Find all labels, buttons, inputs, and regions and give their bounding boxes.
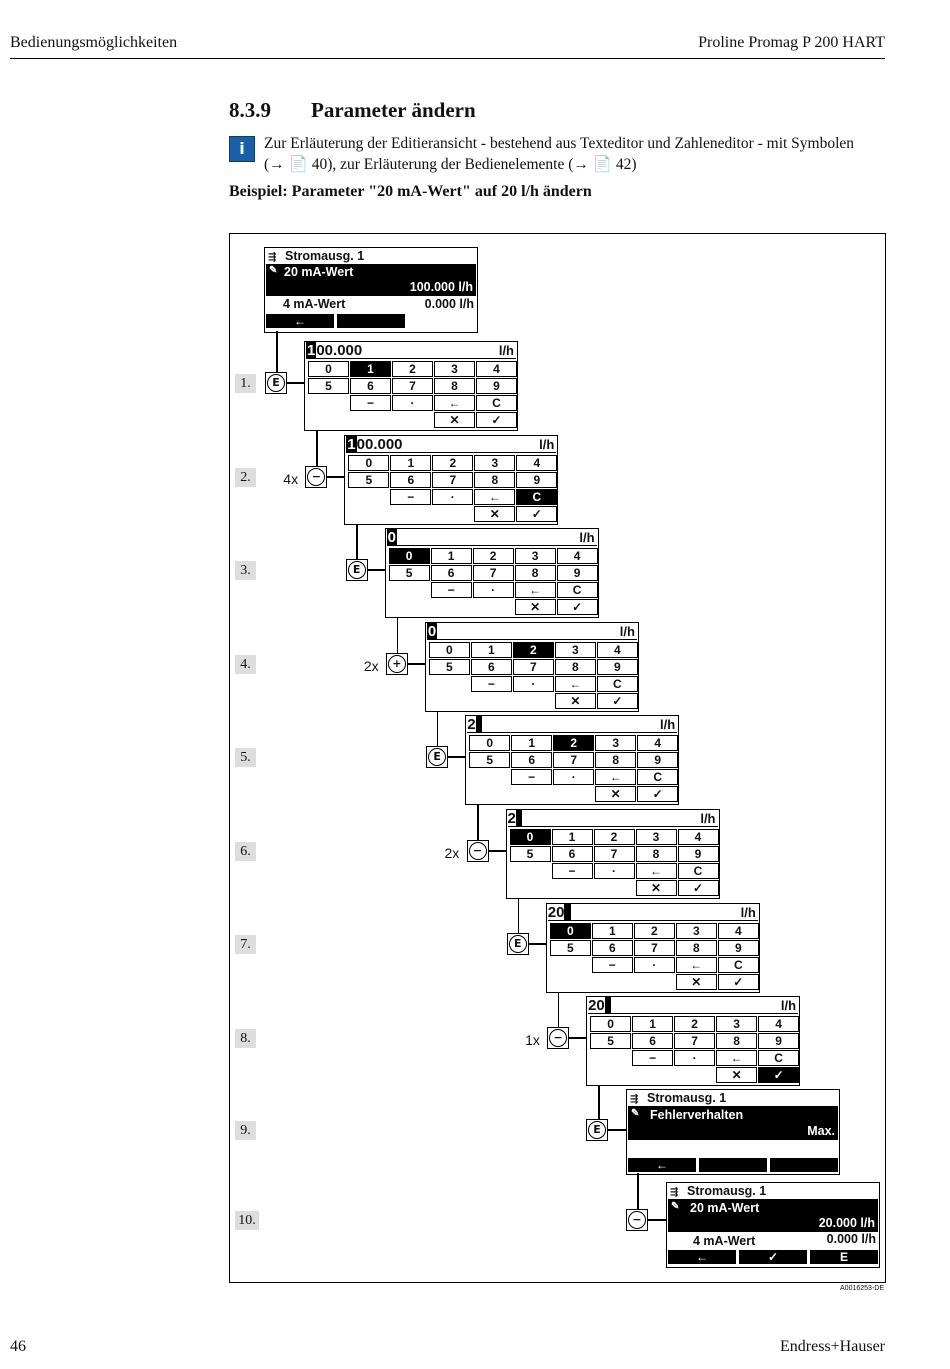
connector-line bbox=[608, 1129, 626, 1131]
minus-key-icon-symbol: − bbox=[307, 468, 325, 486]
number-editor bbox=[506, 809, 720, 899]
step-number: 9. bbox=[235, 1121, 256, 1140]
number-editor bbox=[344, 435, 558, 525]
display-fehlerverhalten bbox=[626, 1089, 840, 1175]
nav-icon: ⇶ bbox=[670, 1187, 679, 1198]
editor-key[interactable]: − bbox=[552, 863, 593, 879]
editor-key[interactable]: · bbox=[473, 582, 514, 598]
editor-key[interactable]: 6 bbox=[552, 846, 593, 862]
editor-key[interactable]: 8 bbox=[474, 472, 515, 488]
section-title-text: Parameter ändern bbox=[311, 98, 476, 122]
editor-input-line bbox=[548, 905, 758, 921]
editor-key[interactable]: 0 bbox=[469, 735, 510, 751]
editor-value: 20 bbox=[588, 997, 611, 1014]
cursor-char: 0 bbox=[387, 529, 396, 546]
editor-key[interactable]: 6 bbox=[511, 752, 552, 768]
step-number: 2. bbox=[235, 468, 256, 487]
editor-key[interactable]: 0 bbox=[590, 1016, 631, 1032]
display-stromausg-result bbox=[666, 1182, 880, 1268]
row2-label: 4 mA-Wert bbox=[283, 297, 346, 311]
info-icon: i bbox=[229, 136, 255, 162]
editor-key[interactable]: ✕ bbox=[636, 880, 677, 896]
spacer-row bbox=[627, 1140, 839, 1158]
cursor-char bbox=[476, 716, 482, 733]
editor-key[interactable]: 9 bbox=[718, 940, 759, 956]
editor-key[interactable]: ← bbox=[434, 395, 475, 411]
editor-key[interactable]: ✕ bbox=[716, 1067, 757, 1083]
editor-key[interactable]: · bbox=[674, 1050, 715, 1066]
param-label: 20 mA-Wert bbox=[690, 1201, 760, 1215]
editor-key[interactable]: 2 bbox=[432, 455, 473, 471]
enter-key-icon[interactable] bbox=[346, 559, 368, 581]
editor-unit: l/h bbox=[700, 811, 716, 826]
editor-key[interactable]: 4 bbox=[758, 1016, 799, 1032]
editor-key[interactable]: 9 bbox=[476, 378, 517, 394]
connector-line bbox=[558, 993, 560, 1027]
editor-input-line bbox=[346, 437, 556, 453]
editor-key[interactable]: ✕ bbox=[555, 693, 596, 709]
editor-key[interactable]: ← bbox=[555, 676, 596, 692]
back-softkey[interactable]: ← bbox=[266, 314, 334, 328]
display-title: ⇶ Stromausg. 1 bbox=[265, 248, 477, 264]
step-number: 7. bbox=[235, 935, 256, 954]
editor-key[interactable]: 8 bbox=[555, 659, 596, 675]
editor-value: 20 bbox=[548, 904, 571, 921]
editor-key[interactable]: 0 bbox=[389, 548, 430, 564]
cursor-char bbox=[605, 997, 611, 1014]
editor-unit: l/h bbox=[660, 717, 676, 732]
editor-key[interactable]: 7 bbox=[432, 472, 473, 488]
step-number: 10. bbox=[235, 1211, 259, 1230]
editor-key[interactable]: ✓ bbox=[557, 599, 598, 615]
editor-key[interactable]: 2 bbox=[634, 923, 675, 939]
editor-unit: l/h bbox=[619, 624, 635, 639]
number-editor bbox=[425, 622, 639, 712]
step-number: 5. bbox=[235, 748, 256, 767]
editor-value: 100.000 bbox=[347, 436, 403, 453]
editor-key[interactable]: − bbox=[350, 395, 391, 411]
connector-line bbox=[287, 382, 304, 384]
row-4ma bbox=[667, 1232, 879, 1250]
connector-line bbox=[368, 569, 385, 571]
editor-key[interactable]: ✕ bbox=[474, 506, 515, 522]
editor-key[interactable]: ← bbox=[716, 1050, 757, 1066]
editor-key[interactable]: · bbox=[392, 395, 433, 411]
editor-input-line bbox=[467, 717, 677, 733]
editor-key[interactable]: · bbox=[553, 769, 594, 785]
press-count: 4x bbox=[283, 471, 299, 487]
number-editor bbox=[385, 528, 599, 618]
editor-key[interactable]: C bbox=[516, 489, 557, 505]
number-editor bbox=[304, 341, 518, 431]
editor-key[interactable]: 2 bbox=[513, 642, 554, 658]
connector-line bbox=[437, 712, 439, 746]
editor-key[interactable]: C bbox=[476, 395, 517, 411]
editor-input-line bbox=[306, 343, 516, 359]
editor-key[interactable]: ✓ bbox=[516, 506, 557, 522]
editor-key[interactable]: 7 bbox=[634, 940, 675, 956]
editor-key[interactable]: · bbox=[594, 863, 635, 879]
cursor-char: 1 bbox=[307, 342, 316, 359]
editor-key[interactable]: C bbox=[718, 957, 759, 973]
editor-key[interactable]: ✓ bbox=[597, 693, 638, 709]
minus-key-icon[interactable] bbox=[305, 466, 327, 488]
editor-key[interactable]: ✕ bbox=[595, 786, 636, 802]
editor-key[interactable]: · bbox=[432, 489, 473, 505]
enter-key-icon[interactable] bbox=[265, 372, 287, 394]
editor-value bbox=[387, 529, 397, 546]
editor-key[interactable]: 9 bbox=[597, 659, 638, 675]
header-right: Proline Promag P 200 HART bbox=[698, 34, 885, 51]
editor-key[interactable]: 8 bbox=[676, 940, 717, 956]
connector-line bbox=[598, 1086, 600, 1119]
editor-key[interactable]: 8 bbox=[636, 846, 677, 862]
editor-key[interactable]: ← bbox=[636, 863, 677, 879]
editor-key[interactable]: 7 bbox=[513, 659, 554, 675]
editor-key[interactable]: 2 bbox=[553, 735, 594, 751]
minus-key-icon[interactable] bbox=[467, 840, 489, 862]
step-number: 3. bbox=[235, 561, 256, 580]
editor-value: 100.000 bbox=[307, 342, 363, 359]
confirm-softkey[interactable]: ✓ bbox=[739, 1250, 807, 1264]
editor-key[interactable]: 7 bbox=[392, 378, 433, 394]
editor-key[interactable]: 1 bbox=[632, 1016, 673, 1032]
softkey-2[interactable] bbox=[337, 314, 405, 328]
enter-key-icon[interactable] bbox=[586, 1119, 608, 1141]
edit-icon: ✎ bbox=[671, 1201, 680, 1212]
editor-key[interactable]: · bbox=[513, 676, 554, 692]
editor-key[interactable]: 1 bbox=[431, 548, 472, 564]
editor-key[interactable]: 7 bbox=[674, 1033, 715, 1049]
connector-line bbox=[276, 331, 278, 372]
editor-key[interactable]: C bbox=[597, 676, 638, 692]
editor-key[interactable]: 1 bbox=[511, 735, 552, 751]
header-rule bbox=[10, 58, 885, 59]
editor-key[interactable]: 5 bbox=[389, 565, 430, 581]
display-title: ⇶ Stromausg. 1 bbox=[627, 1090, 839, 1106]
editor-key[interactable]: 8 bbox=[595, 752, 636, 768]
editor-key[interactable]: 4 bbox=[637, 735, 678, 751]
softkey-2[interactable] bbox=[699, 1158, 767, 1172]
connector-line bbox=[518, 899, 520, 933]
step-number: 8. bbox=[235, 1029, 256, 1048]
editor-key[interactable]: 2 bbox=[473, 548, 514, 564]
editor-key[interactable]: 1 bbox=[390, 455, 431, 471]
enter-softkey[interactable]: E bbox=[810, 1250, 878, 1264]
editor-key[interactable]: 9 bbox=[678, 846, 719, 862]
editor-key[interactable]: 5 bbox=[469, 752, 510, 768]
enter-key-icon-symbol: E bbox=[267, 374, 285, 392]
edit-icon: ✎ bbox=[269, 265, 278, 276]
enter-key-icon[interactable] bbox=[426, 746, 448, 768]
editor-key[interactable]: 3 bbox=[515, 548, 556, 564]
editor-key[interactable]: 1 bbox=[350, 361, 391, 377]
editor-key[interactable]: 6 bbox=[632, 1033, 673, 1049]
connector-line bbox=[356, 525, 358, 559]
editor-key[interactable]: 7 bbox=[594, 846, 635, 862]
enter-key-icon-symbol: E bbox=[428, 748, 446, 766]
editor-key[interactable]: ✓ bbox=[678, 880, 719, 896]
editor-key[interactable]: 3 bbox=[716, 1016, 757, 1032]
editor-key[interactable]: 3 bbox=[434, 361, 475, 377]
editor-key[interactable]: − bbox=[471, 676, 512, 692]
footer-brand: Endress+Hauser bbox=[780, 1338, 885, 1355]
editor-key[interactable]: 8 bbox=[434, 378, 475, 394]
step-number: 6. bbox=[235, 842, 256, 861]
back-softkey[interactable]: ← bbox=[668, 1250, 736, 1264]
editor-key[interactable]: 7 bbox=[553, 752, 594, 768]
section-number: 8.3.9 bbox=[229, 98, 271, 122]
header-left: Bedienungsmöglichkeiten bbox=[10, 34, 178, 51]
minus-key-icon-symbol: − bbox=[549, 1029, 567, 1047]
number-editor bbox=[465, 715, 679, 805]
param-value: 100.000 l/h bbox=[409, 280, 473, 294]
editor-key[interactable]: 8 bbox=[515, 565, 556, 581]
softkeys bbox=[667, 1250, 879, 1264]
row2-value: 0.000 l/h bbox=[826, 1232, 876, 1246]
connector-line bbox=[637, 1173, 639, 1209]
step-number: 4. bbox=[235, 655, 256, 674]
editor-key[interactable]: − bbox=[632, 1050, 673, 1066]
plus-key-icon-symbol: + bbox=[388, 655, 406, 673]
editor-key[interactable]: 1 bbox=[471, 642, 512, 658]
cursor-char: 0 bbox=[427, 623, 437, 640]
enter-key-icon-symbol: E bbox=[509, 935, 527, 953]
editor-key[interactable]: − bbox=[431, 582, 472, 598]
editor-key[interactable]: C bbox=[637, 769, 678, 785]
editor-key[interactable]: · bbox=[634, 957, 675, 973]
editor-unit: l/h bbox=[498, 343, 514, 358]
press-count: 1x bbox=[525, 1032, 540, 1048]
editor-input-line bbox=[588, 998, 798, 1014]
enter-key-icon-symbol: E bbox=[348, 561, 366, 579]
editor-key[interactable]: ✕ bbox=[434, 412, 475, 428]
number-editor bbox=[586, 996, 800, 1086]
enter-key-icon[interactable] bbox=[507, 933, 529, 955]
editor-key[interactable]: 5 bbox=[348, 472, 389, 488]
editor-key[interactable]: 2 bbox=[392, 361, 433, 377]
editor-key[interactable]: ✓ bbox=[718, 974, 759, 990]
editor-input-line bbox=[387, 530, 597, 546]
minus-key-icon[interactable] bbox=[626, 1209, 648, 1231]
enter-key-icon-symbol: E bbox=[588, 1121, 606, 1139]
editor-key[interactable]: − bbox=[390, 489, 431, 505]
editor-key[interactable]: 7 bbox=[473, 565, 514, 581]
page-number: 46 bbox=[10, 1338, 26, 1355]
info-line-1: Zur Erläuterung der Editieransicht - bestehend aus Texteditor und Zahleneditor - mit Symbolen bbox=[264, 135, 855, 152]
connector-line bbox=[397, 618, 399, 653]
editor-key[interactable]: 9 bbox=[516, 472, 557, 488]
connector-line bbox=[569, 1037, 586, 1039]
editor-key[interactable]: 5 bbox=[308, 378, 349, 394]
editor-key[interactable]: 9 bbox=[637, 752, 678, 768]
edit-icon: ✎ bbox=[631, 1108, 640, 1119]
editor-key[interactable]: 2 bbox=[594, 829, 635, 845]
editor-key[interactable]: 0 bbox=[550, 923, 591, 939]
editor-key[interactable]: 5 bbox=[590, 1033, 631, 1049]
editor-key[interactable]: 3 bbox=[676, 923, 717, 939]
editor-key[interactable]: 3 bbox=[474, 455, 515, 471]
editor-value: 2 bbox=[467, 716, 482, 733]
press-count: 2x bbox=[444, 845, 460, 861]
section-title bbox=[229, 98, 476, 123]
param-label: Fehlerverhalten bbox=[650, 1108, 744, 1122]
editor-key[interactable]: 3 bbox=[555, 642, 596, 658]
connector-line bbox=[448, 756, 465, 758]
editor-unit: l/h bbox=[579, 530, 595, 545]
editor-key[interactable]: C bbox=[758, 1050, 799, 1066]
editor-key[interactable]: 6 bbox=[471, 659, 512, 675]
nav-icon: ⇶ bbox=[268, 252, 277, 263]
editor-key[interactable]: 0 bbox=[308, 361, 349, 377]
editor-key[interactable]: − bbox=[592, 957, 633, 973]
connector-line bbox=[477, 805, 479, 840]
row2-value: 0.000 l/h bbox=[424, 297, 474, 311]
connector-line bbox=[648, 1219, 666, 1221]
minus-key-icon-symbol: − bbox=[469, 842, 487, 860]
minus-key-icon[interactable] bbox=[547, 1027, 569, 1049]
editor-key[interactable]: 2 bbox=[674, 1016, 715, 1032]
editor-input-line bbox=[427, 624, 637, 640]
connector-line bbox=[529, 943, 546, 945]
editor-key[interactable]: 4 bbox=[516, 455, 557, 471]
cursor-char: 1 bbox=[347, 436, 356, 453]
press-count: 2x bbox=[363, 658, 379, 674]
connector-line bbox=[489, 850, 506, 852]
nav-icon: ⇶ bbox=[630, 1094, 639, 1105]
connector-line bbox=[408, 663, 425, 665]
editor-unit: l/h bbox=[740, 905, 756, 920]
connector-line bbox=[316, 431, 318, 466]
editor-key[interactable]: ← bbox=[515, 582, 556, 598]
editor-key[interactable]: 6 bbox=[431, 565, 472, 581]
figure-code: A0016253-DE bbox=[840, 1285, 884, 1292]
minus-key-icon-symbol: − bbox=[628, 1211, 646, 1229]
editor-key[interactable]: ← bbox=[474, 489, 515, 505]
editor-key[interactable]: 4 bbox=[557, 548, 598, 564]
number-editor bbox=[546, 903, 760, 993]
editor-key[interactable]: C bbox=[678, 863, 719, 879]
editor-key[interactable]: 9 bbox=[557, 565, 598, 581]
editor-key[interactable]: 3 bbox=[636, 829, 677, 845]
editor-input-line bbox=[508, 811, 718, 827]
info-text bbox=[264, 133, 889, 175]
editor-key[interactable]: ← bbox=[676, 957, 717, 973]
editor-key[interactable]: 1 bbox=[592, 923, 633, 939]
editor-key[interactable]: ← bbox=[595, 769, 636, 785]
display-stromausg bbox=[264, 247, 478, 333]
editor-key[interactable]: ✓ bbox=[637, 786, 678, 802]
back-softkey[interactable]: ← bbox=[628, 1158, 696, 1172]
editor-key[interactable]: ✓ bbox=[476, 412, 517, 428]
editor-key[interactable]: 5 bbox=[510, 846, 551, 862]
editor-value: 2 bbox=[508, 810, 523, 827]
editor-key[interactable]: 8 bbox=[716, 1033, 757, 1049]
editor-key[interactable]: 5 bbox=[429, 659, 470, 675]
editor-key[interactable]: ✕ bbox=[515, 599, 556, 615]
editor-key[interactable]: 0 bbox=[510, 829, 551, 845]
cursor-char bbox=[516, 810, 522, 827]
editor-key[interactable]: 0 bbox=[429, 642, 470, 658]
editor-key[interactable]: ✕ bbox=[676, 974, 717, 990]
row-4ma bbox=[265, 296, 477, 314]
editor-value bbox=[427, 623, 437, 640]
editor-key[interactable]: 6 bbox=[350, 378, 391, 394]
editor-key[interactable]: 5 bbox=[550, 940, 591, 956]
highlighted-param bbox=[266, 264, 476, 296]
editor-key[interactable]: 0 bbox=[348, 455, 389, 471]
softkeys bbox=[627, 1158, 839, 1172]
editor-key[interactable]: 4 bbox=[678, 829, 719, 845]
display-title: ⇶ Stromausg. 1 bbox=[667, 1183, 879, 1199]
editor-key[interactable]: 3 bbox=[595, 735, 636, 751]
editor-key[interactable]: 6 bbox=[390, 472, 431, 488]
param-label: 20 mA-Wert bbox=[284, 265, 354, 279]
editor-key[interactable]: 4 bbox=[597, 642, 638, 658]
softkeys bbox=[265, 314, 477, 328]
param-value: 20.000 l/h bbox=[818, 1216, 875, 1230]
editor-unit: l/h bbox=[539, 437, 555, 452]
editor-key[interactable]: 4 bbox=[476, 361, 517, 377]
editor-key[interactable]: ✓ bbox=[758, 1067, 799, 1083]
editor-key[interactable]: − bbox=[511, 769, 552, 785]
highlighted-param bbox=[668, 1199, 878, 1232]
editor-unit: l/h bbox=[780, 998, 797, 1013]
editor-key[interactable]: 9 bbox=[758, 1033, 799, 1049]
connector-line bbox=[327, 476, 344, 478]
example-heading: Beispiel: Parameter "20 mA-Wert" auf 20 l/h ändern bbox=[229, 183, 592, 200]
cursor-char bbox=[564, 904, 570, 921]
info-line-2: (→ 📄 40), zur Erläuterung der Bedienelemente (→ 📄 42) bbox=[264, 156, 637, 173]
param-value: Max. bbox=[807, 1124, 835, 1138]
highlighted-param bbox=[628, 1106, 838, 1140]
editor-key[interactable]: C bbox=[557, 582, 598, 598]
step-number: 1. bbox=[235, 374, 256, 393]
editor-key[interactable]: 1 bbox=[552, 829, 593, 845]
editor-key[interactable]: 6 bbox=[592, 940, 633, 956]
editor-key[interactable]: 4 bbox=[718, 923, 759, 939]
softkey-3[interactable] bbox=[770, 1158, 838, 1172]
plus-key-icon[interactable] bbox=[386, 653, 408, 675]
row2-label: 4 mA-Wert bbox=[693, 1234, 756, 1248]
